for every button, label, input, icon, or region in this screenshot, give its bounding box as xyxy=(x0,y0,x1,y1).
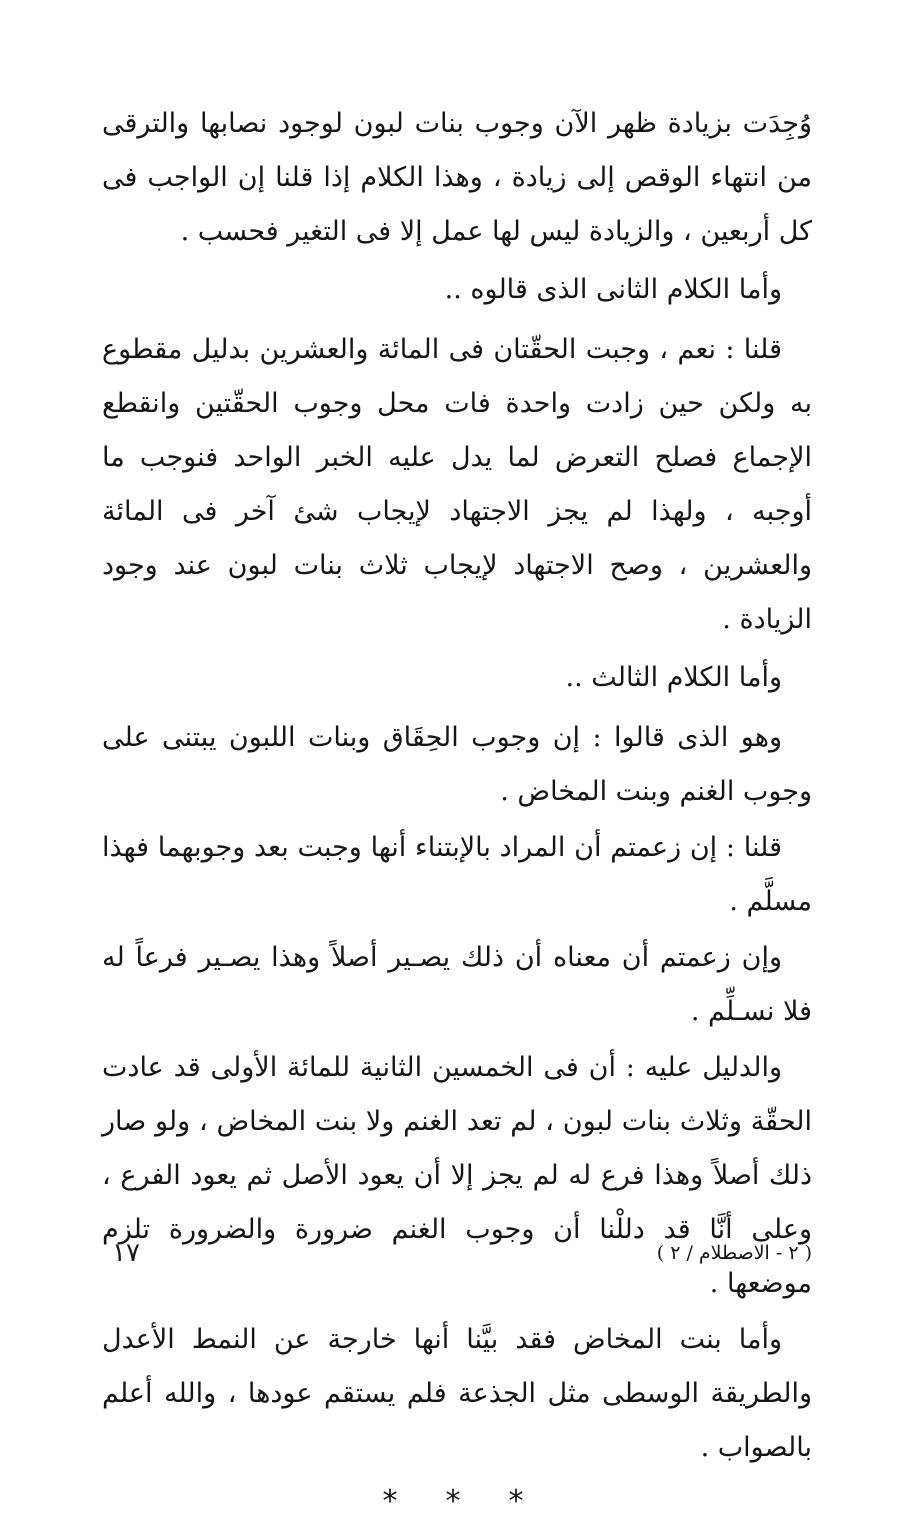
printer-signature: ( ٢ - الاصطلام / ٢ ) xyxy=(656,1242,812,1264)
section-separator: *** xyxy=(382,1484,572,1519)
paragraph-1: وُجِدَت بزيادة ظهر الآن وجوب بنات لبون لوجود نصابها والترقى من انتهاء الوقص إلى زيادة ، وهذا الكلام إذا قلنا إن الواجب فى كل أربعين ، والزيادة ليس لها عمل إلا فى التغير فحسب . xyxy=(102,108,812,247)
page-number: ١٧ xyxy=(112,1238,140,1268)
paragraph-2-heading: وأما الكلام الثانى الذى قالوه .. xyxy=(444,274,782,305)
paragraph-3: قلنا : نعم ، وجبت الحقّتان فى المائة والعشرين بدليل مقطوع به ولكن حين زادت واحدة فات محل وجوب الحقّتين وانقطع الإجماع فصلح التعرض لما يدل عليه الخبر الواحد فنوجب ما أوجبه ، ولهذا لم يجز الاجتهاد لإيجاب شئ آخر فى المائة والعشرين ، وصح الاجتهاد لإيجاب ثلاث بنات لبون عند وجود الزيادة . xyxy=(102,334,812,635)
paragraph-4-heading: وأما الكلام الثالث .. xyxy=(565,662,782,693)
page-footer xyxy=(102,1238,812,1278)
paragraph-6: قلنا : إن زعمتم أن المراد بالإبتناء أنها وجبت بعد وجوبهما فهذا مسلَّم . xyxy=(102,832,812,917)
paragraph-8: والدليل عليه : أن فى الخمسين الثانية للمائة الأولى قد عادت الحقّة وثلاث بنات لبون ، لم تعد الغنم ولا بنت المخاض ، ولو صار ذلك أصلاً وهذا فرع له لم يجز إلا أن يعود الأصل ثم يعود الفرع ، وعلى أنَّا قد دللْنا أن وجوب الغنم ضرورة والضرورة تلزم موضعها . xyxy=(102,1052,812,1299)
paragraph-7: وإن زعمتم أن معناه أن ذلك يصـير أصلاً وهذا يصـير فرعاً له فلا نسـلِّم . xyxy=(102,942,812,1027)
main-text xyxy=(102,95,812,1529)
paragraph-5: وهو الذى قالوا : إن وجوب الحِقَاق وبنات اللبون يبتنى على وجوب الغنم وبنت المخاض . xyxy=(102,722,812,807)
paragraph-9: وأما بنت المخاض فقد بيَّنا أنها خارجة عن النمط الأعدل والطريقة الوسطى مثل الجذعة فلم يستقم عودها ، والله أعلم بالصواب . xyxy=(102,1324,812,1463)
